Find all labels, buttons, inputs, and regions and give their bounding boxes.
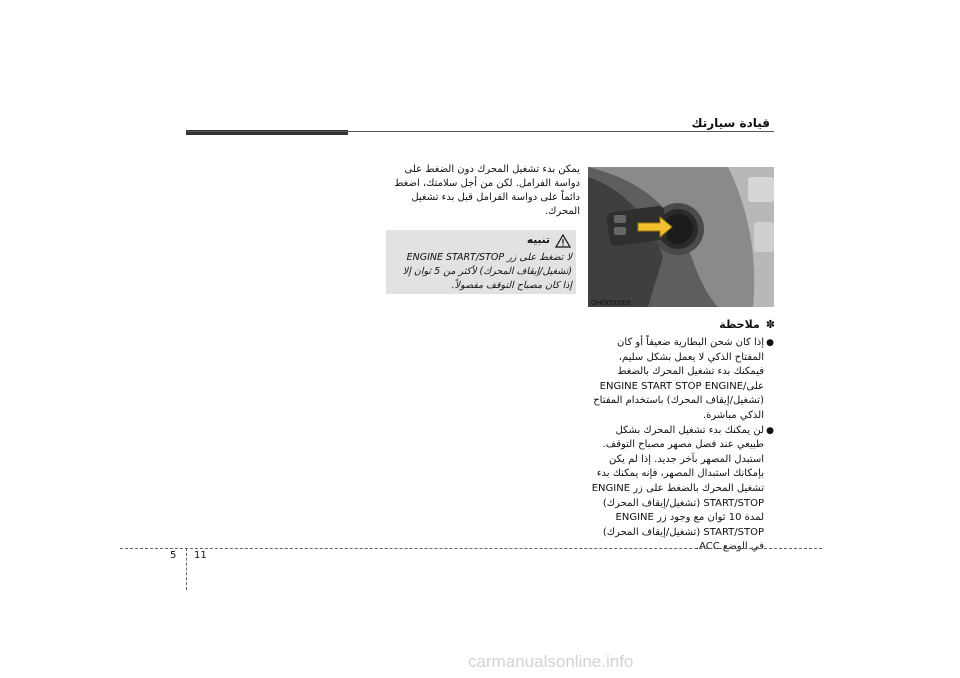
watermark: carmanualsonline.info bbox=[468, 652, 634, 671]
footer-rule bbox=[120, 548, 822, 549]
header-rule bbox=[186, 131, 774, 132]
list-item bbox=[588, 424, 774, 555]
bullet-icon: ● bbox=[766, 338, 774, 348]
smart-key-illustration bbox=[588, 167, 774, 307]
note-heading bbox=[700, 318, 775, 331]
smart-key-photo bbox=[588, 167, 774, 307]
section-header-title: قيادة سيارتك bbox=[691, 116, 770, 130]
note-text: إذا كان شحن البطارية ضعيفاً أو كان المفتاح الذكي لا يعمل بشكل سليم، فيمكنك بدء تشغيل المحرك بالضغط على/ENGINE START STOP ENGINE (تشغيل/إيقاف المحرك) باستخدام المفتاح الذكي مباشرة. bbox=[593, 337, 764, 421]
page-number: 11 bbox=[194, 550, 207, 561]
caution-title: تنبيه bbox=[526, 234, 550, 246]
caution-text: لا تضغط على زر ENGINE START/STOP (تشغيل/إيقاف المحرك) لأكثر من 5 ثوان إلا إذا كان مصباح التوقف مفصولاً. bbox=[402, 252, 572, 291]
photo-caption: OHG050009 bbox=[591, 300, 631, 307]
note-heading-label: ملاحظة bbox=[719, 318, 760, 331]
warning-triangle-icon bbox=[555, 233, 571, 247]
note-text: لن يمكنك بدء تشغيل المحرك بشكل طبيعي عند فصل مصهر مصباح التوقف. استبدل المصهر بآخر جديد. إذا لم يكن بإمكانك استبدال المصهر، فإنه يمكنك بدء تشغيل المحرك بالضغط على زر ENGINE START/STOP (تشغيل/إيقاف المحرك) لمدة 10 ثوان مع وجود زر ENGINE START/STOP (تشغيل/إيقاف المحرك) في الوضع ACC. bbox=[591, 424, 764, 553]
footer-divider bbox=[186, 548, 187, 590]
chapter-number: 5 bbox=[170, 550, 177, 561]
list-item bbox=[588, 336, 774, 424]
note-asterisk-icon: ✽ bbox=[765, 318, 775, 331]
notes-list bbox=[588, 336, 774, 555]
intro-paragraph: يمكن بدء تشغيل المحرك دون الضغط على دواسة الفرامل. لكن من أجل سلامتك، اضغط دائماً على دواسة الفرامل قبل بدء تشغيل المحرك. bbox=[394, 164, 580, 217]
bullet-icon: ● bbox=[766, 425, 774, 436]
